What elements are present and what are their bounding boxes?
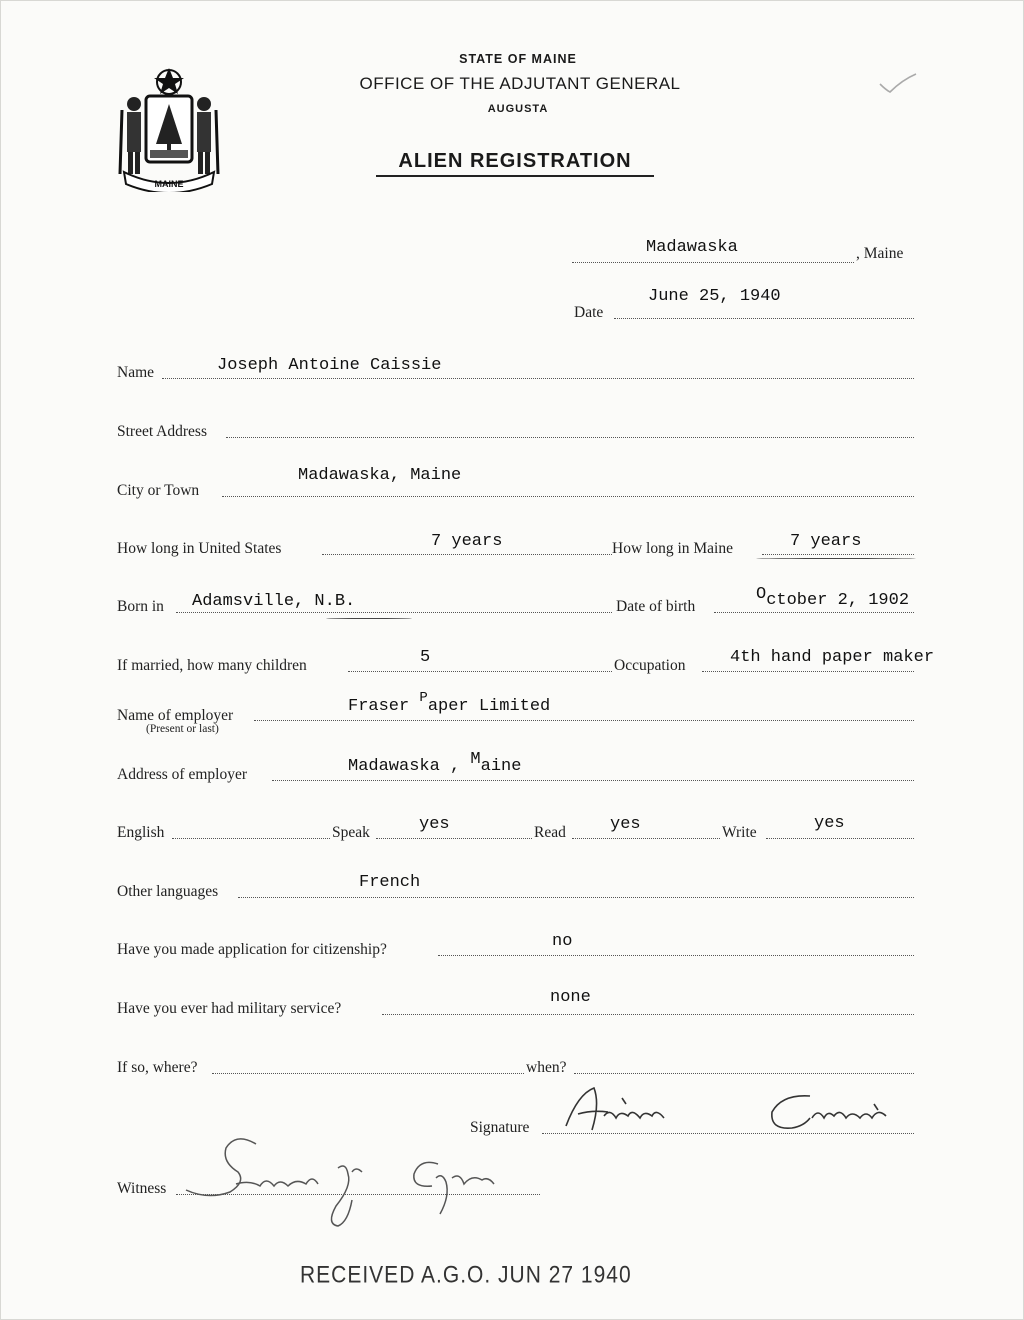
other-languages-line <box>238 897 914 898</box>
place-suffix: , Maine <box>856 245 904 262</box>
speak-label: Speak <box>332 824 370 841</box>
read-line <box>572 838 720 839</box>
svg-text:Irene J. Cyr: Irene J. Cyr <box>176 1234 181 1235</box>
date-line <box>614 318 914 319</box>
other-languages-label: Other languages <box>117 883 219 900</box>
speak-value: yes <box>419 815 450 834</box>
employer-value: Fraser $^P$aper Limited <box>348 690 551 716</box>
children-value: 5 <box>420 648 431 667</box>
header-state: STATE OF MAINE <box>459 52 577 66</box>
svg-text:Antoine Caissie: Antoine Caissie <box>548 1144 555 1145</box>
how-long-us-label: How long in United States <box>117 540 282 557</box>
maine-underline <box>756 558 916 559</box>
date-value: June 25, 1940 <box>648 287 781 306</box>
date-label: Date <box>574 304 604 321</box>
citizenship-value: no <box>552 932 573 951</box>
witness-label: Witness <box>117 1180 167 1197</box>
signature-label: Signature <box>470 1119 530 1136</box>
speak-line <box>376 838 532 839</box>
header-city: AUGUSTA <box>487 103 549 115</box>
how-long-maine-label: How long in Maine <box>612 540 733 557</box>
svg-text:MAINE: MAINE <box>154 179 184 189</box>
street-address-line <box>226 437 914 438</box>
read-value: yes <box>610 815 641 834</box>
occupation-line <box>702 671 914 672</box>
how-long-us-line <box>322 554 612 555</box>
place-value: Madawaska <box>646 238 738 257</box>
employer-line <box>254 720 914 721</box>
place-line <box>572 262 854 263</box>
page-title: ALIEN REGISTRATION <box>376 150 654 177</box>
born-in-label: Born in <box>117 598 164 615</box>
received-stamp: RECEIVED A.G.O. JUN 27 1940 <box>300 1262 632 1289</box>
english-label: English <box>117 824 165 841</box>
employer-address-line <box>272 780 914 781</box>
name-line <box>162 378 914 379</box>
born-in-value: Adamsville, N.B. <box>192 592 356 611</box>
city-value: Madawaska, Maine <box>298 466 462 485</box>
date-of-birth-line <box>714 612 914 613</box>
check-mark-icon <box>872 70 918 96</box>
name-value: Joseph Antoine Caissie <box>217 356 442 375</box>
read-label: Read <box>534 824 566 841</box>
applicant-signature <box>548 1074 918 1146</box>
header-office: OFFICE OF THE ADJUTANT GENERAL <box>359 74 681 93</box>
occupation-label: Occupation <box>614 657 686 674</box>
date-of-birth-label: Date of birth <box>616 598 696 615</box>
military-line <box>382 1014 914 1015</box>
date-of-birth-value: October 2, 1902 <box>756 585 910 610</box>
witness-signature <box>176 1126 516 1236</box>
occupation-value: 4th hand paper maker <box>730 648 935 667</box>
write-value: yes <box>814 814 845 833</box>
citizenship-line <box>438 955 914 956</box>
city-label: City or Town <box>117 482 200 499</box>
name-label: Name <box>117 364 155 381</box>
children-label: If married, how many children <box>117 657 307 674</box>
citizenship-label: Have you made application for citizenship? <box>117 941 387 958</box>
military-value: none <box>550 988 591 1007</box>
other-languages-value: French <box>359 873 421 892</box>
born-in-line <box>176 612 612 613</box>
city-line <box>222 496 914 497</box>
how-long-us-value: 7 years <box>431 532 503 551</box>
write-line <box>766 838 914 839</box>
employer-sublabel: (Present or last) <box>146 723 219 735</box>
children-line <box>348 671 612 672</box>
where-line <box>212 1073 524 1074</box>
street-address-label: Street Address <box>117 423 207 440</box>
when-label: when? <box>526 1059 567 1076</box>
write-label: Write <box>722 824 757 841</box>
if-so-where-label: If so, where? <box>117 1059 198 1076</box>
employer-label: Name of employer <box>117 707 234 724</box>
employer-address-value: Madawaska , Maine <box>348 750 522 776</box>
military-label: Have you ever had military service? <box>117 1000 342 1017</box>
english-line <box>172 838 330 839</box>
employer-address-label: Address of employer <box>117 766 247 783</box>
how-long-maine-line <box>762 554 914 555</box>
born-in-underline <box>326 618 412 619</box>
how-long-maine-value: 7 years <box>790 532 862 551</box>
